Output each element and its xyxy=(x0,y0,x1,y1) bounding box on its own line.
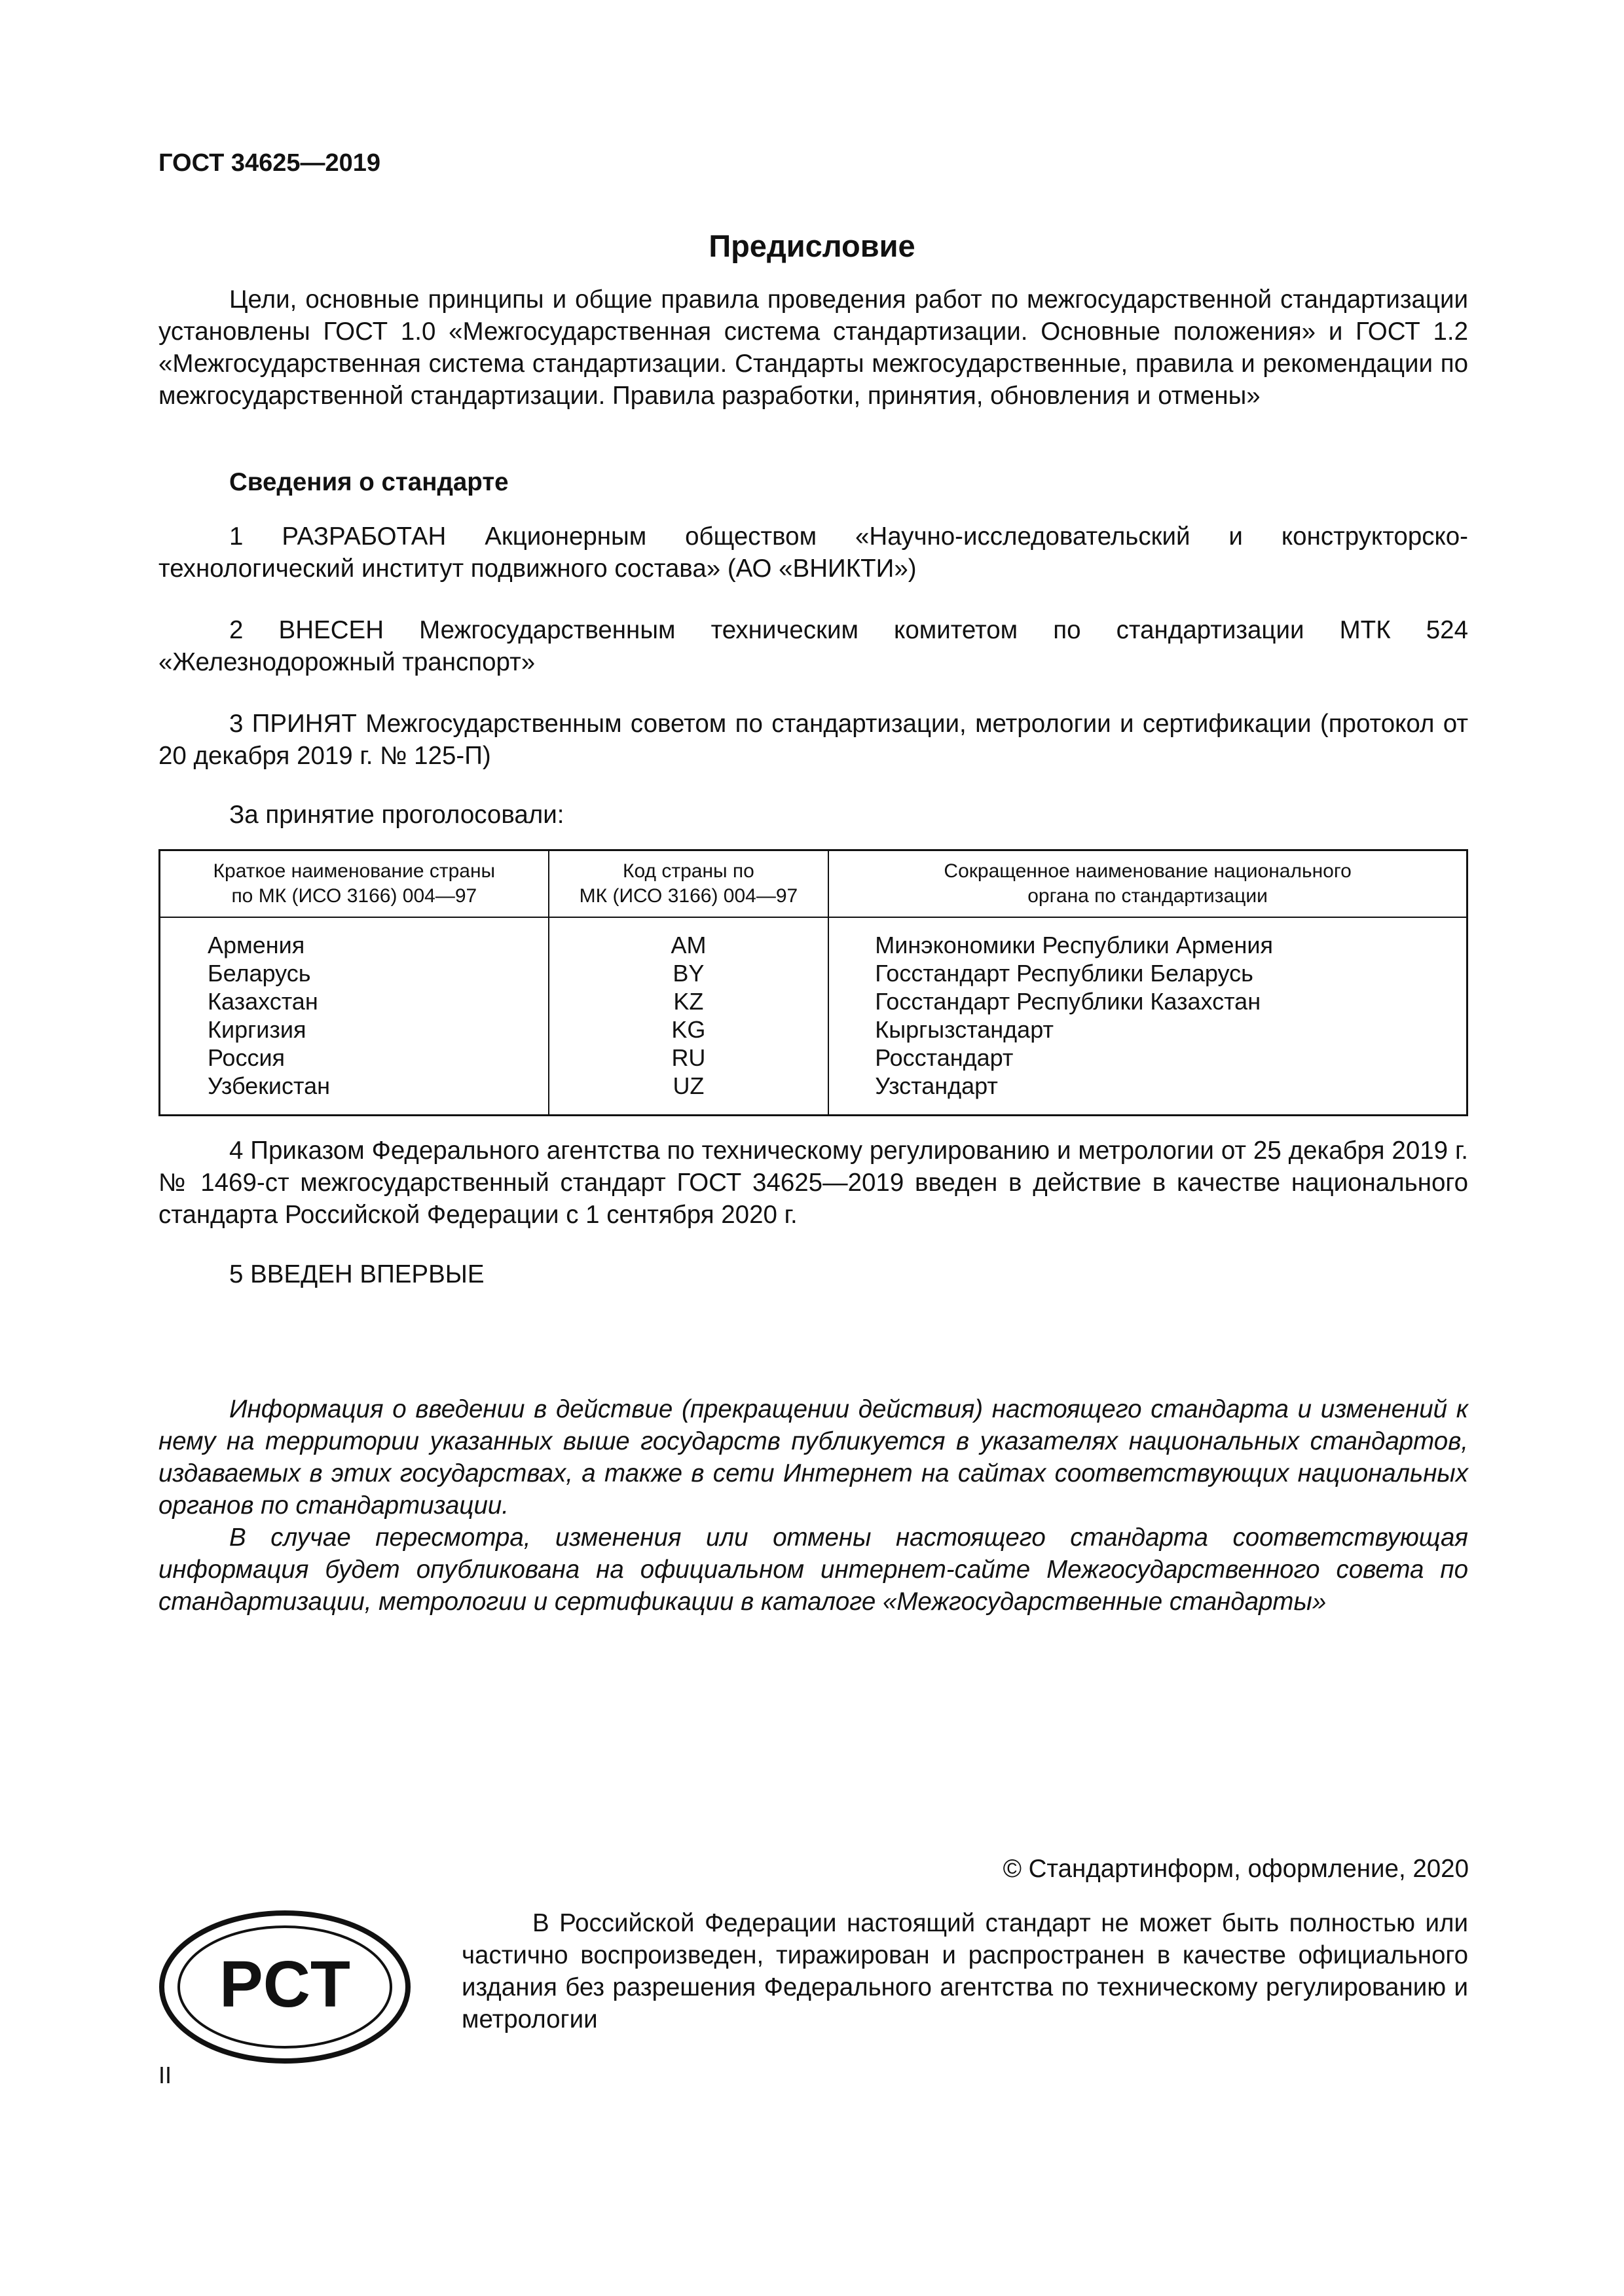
country-cell: Казахстан xyxy=(208,988,318,1015)
country-column xyxy=(160,917,549,1116)
voted-label: За принятие проголосовали: xyxy=(229,801,564,829)
body-cell: Минэкономики Республики Армения xyxy=(875,932,1273,958)
country-cell: Россия xyxy=(208,1044,286,1071)
country-cell: Армения xyxy=(208,932,305,958)
page-title: Предисловие xyxy=(709,228,915,263)
code-cell: RU xyxy=(671,1044,706,1071)
note-info: Информация о введении в действие (прекращении действия) настоящего стандарта и изменений к нему на территории указанных выше государств публикуется в указателях национальных стандартов, издаваемых в этих государствах, а также в сети Интернет на сайтах соответствующих национальных органов по стандартизации. xyxy=(158,1395,1468,1520)
item-submitted: 2 ВНЕСЕН Межгосударственным техническим комитетом по стандартизации МТК 524 «Железнодорожный транспорт» xyxy=(158,616,1468,676)
country-cell: Киргизия xyxy=(208,1016,306,1043)
code-cell: KG xyxy=(671,1016,706,1043)
intro-paragraph: Цели, основные принципы и общие правила проведения работ по межгосударственной стандартизации установлены ГОСТ 1.0 «Межгосударственная система стандартизации. Основные положения» и ГОСТ 1.2 «Межгосударственная система стандартизации. Стандарты межгосударственные, правила и рекомендации по межгосударственной стандартизации. Правила разработки, принятия, обновления и отмены» xyxy=(158,285,1468,410)
body-column xyxy=(828,917,1467,1116)
code-cell: BY xyxy=(673,960,705,987)
body-cell: Госстандарт Республики Казахстан xyxy=(875,988,1261,1015)
svg-text:PCT: PCT xyxy=(219,1948,350,2021)
voting-table xyxy=(158,849,1468,1116)
copyright-line: © Стандартинформ, оформление, 2020 xyxy=(1003,1855,1469,1883)
body-cell: Росстандарт xyxy=(875,1044,1014,1071)
item-adopted: 3 ПРИНЯТ Межгосударственным советом по стандартизации, метрологии и сертификации (протокол от 20 декабря 2019 г. № 125-П) xyxy=(158,710,1468,770)
body-cell: Кыргызстандарт xyxy=(875,1016,1054,1043)
country-cell: Беларусь xyxy=(208,960,311,987)
column-header-country: Краткое наименование страны по МК (ИСО 3166) 004—97 xyxy=(160,850,549,918)
body-cell: Госстандарт Республики Беларусь xyxy=(875,960,1253,987)
code-cell: UZ xyxy=(673,1072,705,1099)
info-heading: Сведения о стандарте xyxy=(229,468,509,496)
item-developed: 1 РАЗРАБОТАН Акционерным обществом «Научно-исследовательский и конструкторско-технологический институт подвижного состава» (АО «ВНИКТИ») xyxy=(158,522,1468,583)
page-number: II xyxy=(158,2062,172,2088)
item-first-time: 5 ВВЕДЕН ВПЕРВЫЕ xyxy=(229,1260,485,1288)
code-column xyxy=(549,917,829,1116)
column-header-code: Код страны по МК (ИСО 3166) 004—97 xyxy=(549,850,829,918)
table-header-row xyxy=(160,850,1467,918)
document-header: ГОСТ 34625—2019 xyxy=(158,149,381,177)
country-cell: Узбекистан xyxy=(208,1072,331,1099)
code-cell: AM xyxy=(671,932,707,958)
code-cell: KZ xyxy=(673,988,704,1015)
rights-notice: В Российской Федерации настоящий стандарт не может быть полностью или частично воспроизведен, тиражирован и распространен в качестве официального издания без разрешения Федерального агентства по техническому регулированию и метрологии xyxy=(462,1909,1468,2033)
item-order: 4 Приказом Федерального агентства по техническому регулированию и метрологии от 25 декабря 2019 г. № 1469-ст межгосударственный стандарт ГОСТ 34625—2019 введен в действие в качестве национального стандарта Российской Федерации с 1 сентября 2020 г. xyxy=(158,1137,1468,1229)
rst-logo-icon xyxy=(157,1908,413,2069)
body-cell: Узстандарт xyxy=(875,1072,998,1099)
note-revision: В случае пересмотра, изменения или отмены настоящего стандарта соответствующая информация будет опубликована на официальном интернет-сайте Межгосударственного совета по стандартизации, метрологии и сертификации в каталоге «Межгосударственные стандарты» xyxy=(158,1523,1468,1616)
column-header-body: Сокращенное наименование национального органа по стандартизации xyxy=(828,850,1467,918)
table-body xyxy=(160,917,1467,1116)
